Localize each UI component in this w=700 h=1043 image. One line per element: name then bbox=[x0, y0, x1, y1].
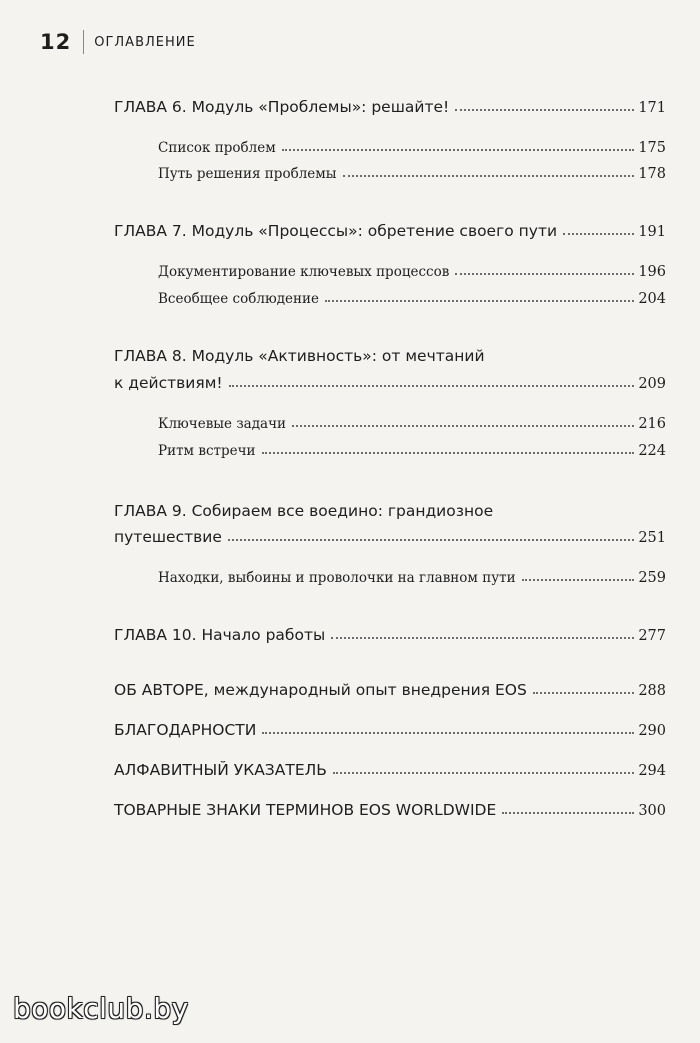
toc-page-number: 209 bbox=[638, 376, 666, 392]
toc-page-number: 196 bbox=[638, 264, 666, 280]
toc-entry-meeting-rhythm bbox=[158, 443, 666, 459]
toc-entry-title: к действиям! bbox=[114, 374, 223, 392]
toc-entry-title: ГЛАВА 6. Модуль «Проблемы»: решайте! bbox=[114, 98, 450, 116]
toc-entry-title: Список проблем bbox=[158, 140, 276, 156]
toc-page-number: 175 bbox=[638, 140, 666, 156]
dot-leader bbox=[333, 772, 634, 774]
dot-leader bbox=[455, 109, 634, 111]
toc-entry-key-tasks bbox=[158, 416, 666, 432]
toc-entry-title: ГЛАВА 7. Модуль «Процессы»: обретение своего пути bbox=[114, 222, 558, 240]
toc-page-number: 290 bbox=[638, 723, 666, 739]
dot-leader bbox=[563, 233, 634, 235]
dot-leader bbox=[262, 452, 635, 454]
toc-page-number: 204 bbox=[638, 291, 666, 307]
dot-leader bbox=[522, 579, 635, 581]
toc-entry-trademarks bbox=[114, 801, 666, 819]
toc-entry-title: ТОВАРНЫЕ ЗНАКИ ТЕРМИНОВ EOS WORLDWIDE bbox=[114, 801, 497, 819]
toc-page-number: 178 bbox=[638, 166, 666, 182]
toc-entry-title: Всеобщее соблюдение bbox=[158, 291, 319, 307]
toc-entry-chapter-7 bbox=[114, 222, 666, 240]
toc-entry-chapter-9-line-1: ГЛАВА 9. Собираем все воедино: грандиозное bbox=[114, 502, 494, 520]
toc-entry-title: путешествие bbox=[114, 528, 222, 546]
toc-entry-title: Документирование ключевых процессов bbox=[158, 264, 450, 280]
toc-entry-chapter-6 bbox=[114, 98, 666, 116]
toc-page-number: 171 bbox=[638, 100, 666, 116]
toc-entry-problem-list bbox=[158, 140, 666, 156]
dot-leader bbox=[262, 732, 634, 734]
toc-entry-title: Находки, выбоины и проволочки на главном пути bbox=[158, 570, 516, 586]
toc-entry-findings bbox=[158, 570, 666, 586]
toc-entry-title: Ритм встречи bbox=[158, 443, 256, 459]
toc-entry-title: ОБ АВТОРЕ, международный опыт внедрения EOS bbox=[114, 681, 527, 699]
toc-entry-title: АЛФАВИТНЫЙ УКАЗАТЕЛЬ bbox=[114, 761, 327, 779]
site-watermark: bookclub.by bbox=[13, 992, 189, 1025]
toc-entry-chapter-9 bbox=[114, 528, 666, 546]
toc-entry-chapter-8 bbox=[114, 374, 666, 392]
toc-entry-about-author bbox=[114, 681, 666, 699]
toc-entry-chapter-8-line-1: ГЛАВА 8. Модуль «Активность»: от мечтаний bbox=[114, 347, 485, 365]
toc-entry-key-processes bbox=[158, 264, 666, 280]
toc-page-number: 288 bbox=[638, 683, 666, 699]
dot-leader bbox=[502, 812, 634, 814]
toc-entry-title: БЛАГОДАРНОСТИ bbox=[114, 721, 257, 739]
dot-leader bbox=[325, 300, 634, 302]
running-head bbox=[40, 30, 196, 54]
dot-leader bbox=[229, 385, 635, 387]
toc-entry-title: ГЛАВА 10. Начало работы bbox=[114, 626, 326, 644]
dot-leader bbox=[455, 273, 634, 275]
toc-page-number: 251 bbox=[638, 530, 666, 546]
dot-leader bbox=[331, 637, 634, 639]
toc-page-number: 224 bbox=[638, 443, 666, 459]
toc-entry-acknowledgements bbox=[114, 721, 666, 739]
toc-page-number: 259 bbox=[638, 570, 666, 586]
dot-leader bbox=[228, 539, 634, 541]
toc-page-number: 300 bbox=[638, 803, 666, 819]
section-title: ОГЛАВЛЕНИЕ bbox=[94, 34, 196, 50]
dot-leader bbox=[343, 175, 635, 177]
dot-leader bbox=[292, 425, 634, 427]
toc-page-number: 216 bbox=[638, 416, 666, 432]
toc-entry-index bbox=[114, 761, 666, 779]
page-number: 12 bbox=[40, 30, 72, 54]
toc-entry-chapter-10 bbox=[114, 626, 666, 644]
toc-page-number: 277 bbox=[638, 628, 666, 644]
toc-page-number: 191 bbox=[638, 224, 666, 240]
dot-leader bbox=[282, 149, 635, 151]
dot-leader bbox=[533, 692, 635, 694]
toc-page-number: 294 bbox=[638, 763, 666, 779]
toc-entry-title: Путь решения проблемы bbox=[158, 166, 337, 182]
toc-entry-problem-path bbox=[158, 166, 666, 182]
header-divider bbox=[83, 30, 84, 54]
toc-entry-compliance bbox=[158, 291, 666, 307]
toc-entry-title: Ключевые задачи bbox=[158, 416, 287, 432]
